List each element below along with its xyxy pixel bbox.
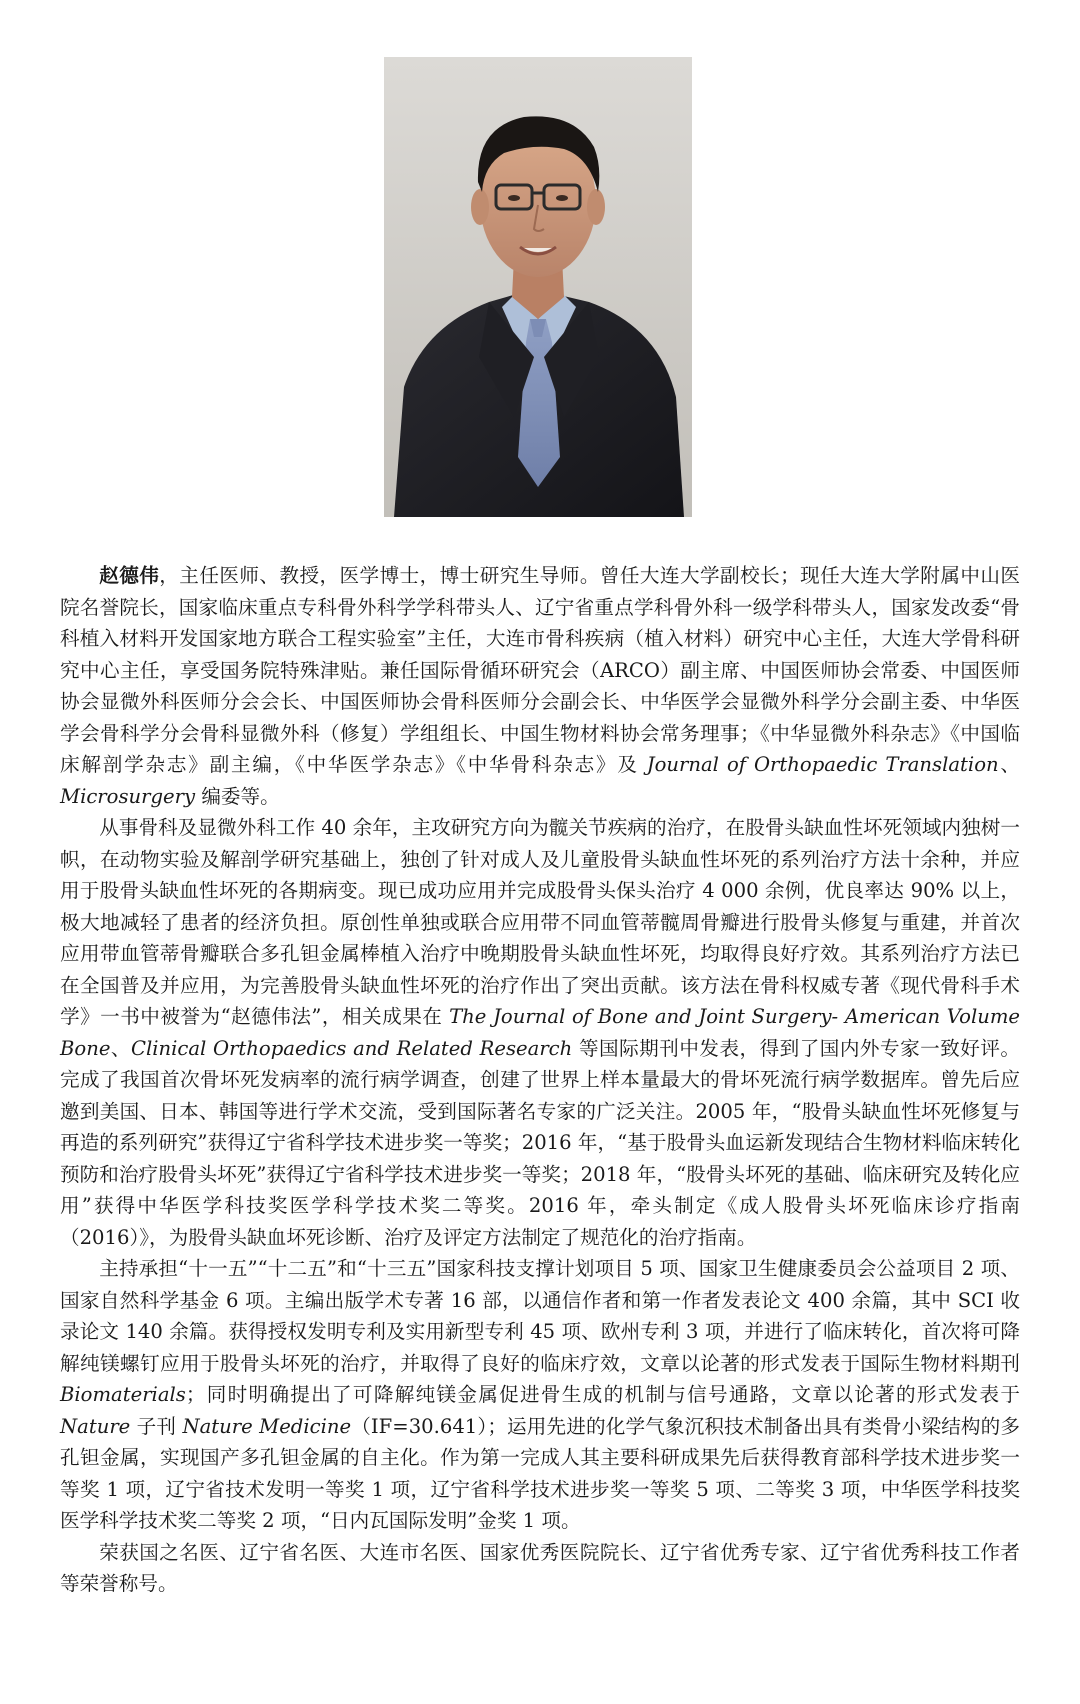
bio-text: 主持承担“十一五”“十二五”和“十三五”国家科技支撑计划项目 5 项、国家卫生健康委员会公益项目 2 项、国家自然科学基金 6 项。主编出版学术专著 16 部，以通信作者和第一作者发表论文 400 余篇，其中 SCI 收录论文 140 余篇。获得授权发明专利及实用新型专利 45 项、欧州专利 3 项，并进行了临床转化，首次将可降解纯镁螺钉应用于股骨头坏死的治疗，并取得了良好的临床疗效，文章以论著的形式发表于国际生物材料期刊: [60, 1257, 1020, 1375]
portrait-photo: [384, 57, 692, 517]
bio-text: 编委等。: [195, 784, 280, 808]
bio-text: 等国际期刊中发表，得到了国内外专家一致好评。完成了我国首次骨坏死发病率的流行病学调查，创建了世界上样本量最大的骨坏死流行病学数据库。曾先后应邀到美国、日本、韩国等进行学术交流，受到国际著名专家的广泛关注。2005 年，“股骨头缺血性坏死修复与再造的系列研究”获得辽宁省科学技术进步奖一等奖；2016 年，“基于股骨头血运新发现结合生物材料临床转化预防和治疗股骨头坏死”获得辽宁省科学技术进步奖一等奖；2018 年，“股骨头坏死的基础、临床研究及转化应用”获得中华医学科技奖医学科学技术奖二等奖。2016 年，牵头制定《成人股骨头坏死临床诊疗指南（2016）》，为股骨头缺血坏死诊断、治疗及评定方法制定了规范化的治疗指南。: [60, 1036, 1020, 1249]
bio-text: 荣获国之名医、辽宁省名医、大连市名医、国家优秀医院院长、辽宁省优秀专家、辽宁省优秀科技工作者等荣誉称号。: [60, 1540, 1020, 1595]
bio-paragraph: [60, 560, 1020, 812]
bio-text: ；同时明确提出了可降解纯镁金属促进骨生成的机制与信号通路，文章以论著的形式发表于: [185, 1383, 1020, 1406]
journal-title: Biomaterials: [60, 1383, 186, 1406]
bio-paragraph: [60, 812, 1020, 1253]
bio-text: 子刊: [130, 1414, 183, 1438]
journal-title: Clinical Orthopaedics and Related Research: [130, 1036, 573, 1060]
portrait-illustration: [384, 57, 692, 517]
bio-text: 从事骨科及显微外科工作 40 余年，主攻研究方向为髋关节疾病的治疗，在股骨头缺血性坏死领域内独树一帜，在动物实验及解剖学研究基础上，独创了针对成人及儿童股骨头缺血性坏死的系列治疗方法十余种，并应用于股骨头缺血性坏死的各期病变。现已成功应用并完成股骨头保头治疗 4 000 余例，优良率达 90% 以上，极大地减轻了患者的经济负担。原创性单独或联合应用带不同血管蒂髋周骨瓣进行股骨头修复与重建，并首次应用带血管蒂骨瓣联合多孔钽金属棒植入治疗中晚期股骨头缺血性坏死，均取得良好疗效。其系列治疗方法已在全国普及并应用，为完善股骨头缺血性坏死的治疗作出了突出贡献。该方法在骨科权威专著《现代骨科手术学》一书中被誉为“赵德伟法”，相关成果在: [60, 816, 1020, 1028]
bio-text: 、: [110, 1036, 131, 1060]
bio-paragraph: [60, 1253, 1020, 1537]
journal-title: Nature: [60, 1414, 131, 1438]
journal-title: Journal of Orthopaedic Translation: [646, 753, 999, 776]
journal-title: The Journal of Bone and Joint Surgery- American Volume Bone: [60, 1005, 1021, 1060]
bio-text: 、: [998, 753, 1020, 776]
person-name: 赵德伟: [99, 564, 160, 587]
journal-title: Nature Medicine: [182, 1414, 352, 1438]
bio-paragraph: [60, 1537, 1020, 1600]
bio-text: （IF=30.641）；运用先进的化学气象沉积技术制备出具有类骨小梁结构的多孔钽金属，实现国产多孔钽金属的自主化。作为第一完成人其主要科研成果先后获得教育部科学技术进步奖一等奖 1 项，辽宁省技术发明一等奖 1 项，辽宁省科学技术进步奖一等奖 5 项、二等奖 3 项，中华医学科技奖医学科学技术奖二等奖 2 项，“日内瓦国际发明”金奖 1 项。: [60, 1414, 1020, 1532]
biography: [60, 560, 1020, 1600]
journal-title: Microsurgery: [60, 784, 196, 808]
bio-text: ，主任医师、教授，医学博士，博士研究生导师。曾任大连大学副校长；现任大连大学附属中山医院名誉院长，国家临床重点专科骨外科学学科带头人、辽宁省重点学科骨外科一级学科带头人，国家发改委“骨科植入材料开发国家地方联合工程实验室”主任，大连市骨科疾病（植入材料）研究中心主任，大连大学骨科研究中心主任，享受国务院特殊津贴。兼任国际骨循环研究会（ARCO）副主席、中国医师协会常委、中国医师协会显微外科医师分会会长、中国医师协会骨科医师分会副会长、中华医学会显微外科学分会副主委、中华医学会骨科学分会骨科显微外科（修复）学组组长、中国生物材料协会常务理事；《中华显微外科杂志》《中国临床解剖学杂志》副主编，《中华医学杂志》《中华骨科杂志》及: [60, 564, 1021, 776]
